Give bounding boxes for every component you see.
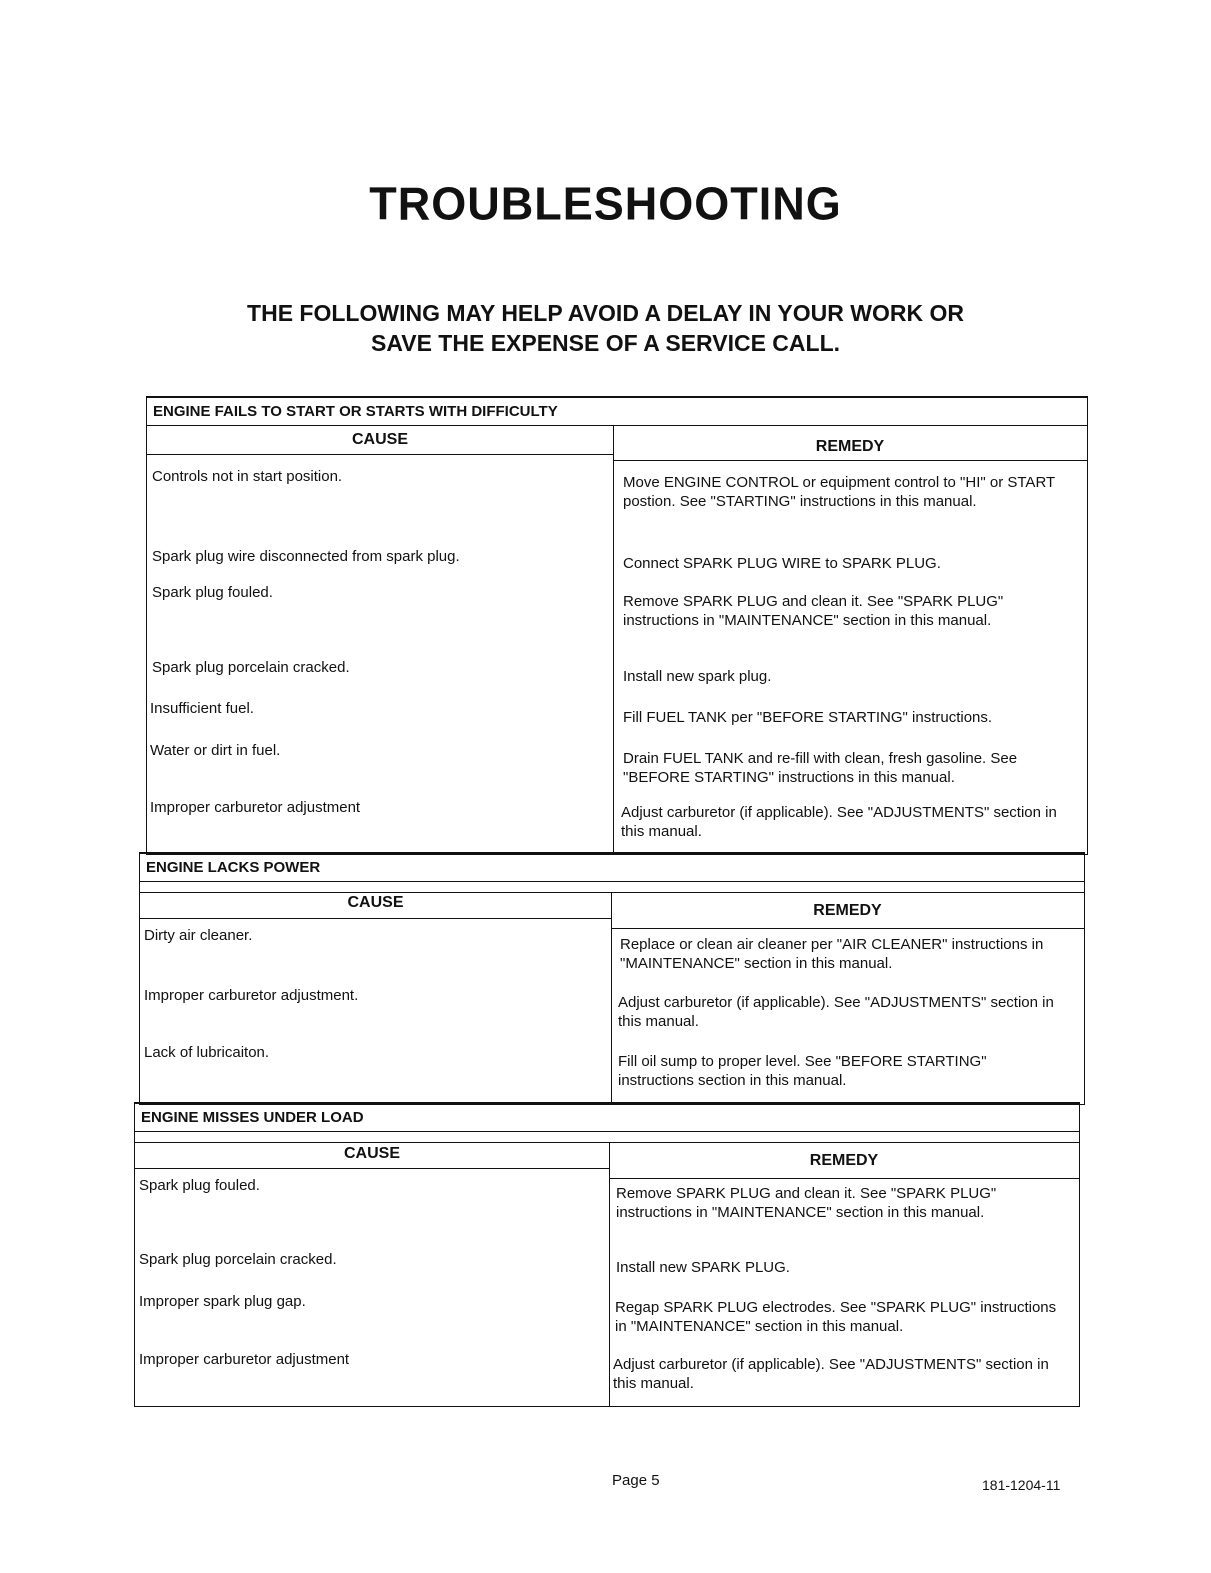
section-lacks-power [139, 852, 1085, 1105]
remedy-cell: Connect SPARK PLUG WIRE to SPARK PLUG. [623, 555, 941, 572]
cause-cell: Spark plug fouled. [139, 1177, 260, 1194]
remedy-cell: Fill FUEL TANK per "BEFORE STARTING" instructions. [623, 709, 993, 726]
remedy-cell: Install new SPARK PLUG. [616, 1259, 790, 1276]
cause-cell: Lack of lubricaiton. [144, 1044, 270, 1061]
remedy-cell: Regap SPARK PLUG electrodes. See "SPARK PLUG" instructions in "MAINTENANCE" section in this manual. [615, 1299, 1057, 1335]
cause-cell: Improper carburetor adjustment [150, 799, 361, 816]
cause-cell: Spark plug porcelain cracked. [152, 659, 350, 676]
cause-cell: Spark plug fouled. [152, 584, 273, 601]
page-number: Page 5 [612, 1472, 660, 1489]
remedy-cell: Adjust carburetor (if applicable). See "ADJUSTMENTS" section in this manual. [621, 804, 1057, 840]
section-fails-to-start [146, 396, 1088, 855]
section-header: ENGINE LACKS POWER [140, 852, 1084, 882]
document-code: 181-1204-11 [982, 1477, 1061, 1493]
page-title: TROUBLESHOOTING [369, 177, 842, 230]
section-header: ENGINE FAILS TO START OR STARTS WITH DIFFICULTY [147, 396, 1087, 426]
remedy-cell: Drain FUEL TANK and re-fill with clean, fresh gasoline. See "BEFORE STARTING" instructions in this manual. [623, 750, 1018, 786]
cause-cell: Spark plug porcelain cracked. [139, 1251, 337, 1268]
cause-column-header: CAUSE [347, 894, 404, 911]
remedy-cell: Move ENGINE CONTROL or equipment control to "HI" or START postion. See "STARTING" instructions in this manual. [623, 474, 1055, 510]
page-subtitle [0, 298, 1211, 358]
cause-cell: Insufficient fuel. [150, 700, 254, 717]
remedy-cell: Fill oil sump to proper level. See "BEFORE STARTING" instructions section in this manual. [618, 1053, 987, 1089]
cause-cell: Improper carburetor adjustment [139, 1351, 350, 1368]
cause-cell: Improper carburetor adjustment. [144, 987, 359, 1004]
remedy-cell: Remove SPARK PLUG and clean it. See "SPARK PLUG" instructions in "MAINTENANCE" section in this manual. [616, 1185, 997, 1221]
remedy-cell: Replace or clean air cleaner per "AIR CLEANER" instructions in "MAINTENANCE" section in this manual. [620, 936, 1044, 972]
cause-cell: Improper spark plug gap. [139, 1293, 306, 1310]
remedy-column-header: REMEDY [809, 1152, 879, 1169]
subtitle-line-1: THE FOLLOWING MAY HELP AVOID A DELAY IN YOUR WORK OR [247, 300, 964, 326]
cause-cell: Controls not in start position. [152, 468, 343, 485]
remedy-cell: Adjust carburetor (if applicable). See "ADJUSTMENTS" section in this manual. [618, 994, 1054, 1030]
cause-cell: Water or dirt in fuel. [150, 742, 281, 759]
remedy-cell: Install new spark plug. [623, 668, 772, 685]
cause-column-header: CAUSE [343, 1145, 400, 1162]
section-header: ENGINE MISSES UNDER LOAD [135, 1102, 1079, 1132]
section-misses-under-load [134, 1102, 1080, 1407]
cause-cell: Spark plug wire disconnected from spark plug. [152, 548, 460, 565]
remedy-cell: Adjust carburetor (if applicable). See "ADJUSTMENTS" section in this manual. [613, 1356, 1049, 1392]
remedy-cell: Remove SPARK PLUG and clean it. See "SPARK PLUG" instructions in "MAINTENANCE" section in this manual. [623, 593, 1004, 629]
subtitle-line-2: SAVE THE EXPENSE OF A SERVICE CALL. [370, 330, 841, 356]
remedy-column-header: REMEDY [815, 438, 885, 455]
remedy-column-header: REMEDY [813, 902, 882, 919]
cause-cell: Dirty air cleaner. [144, 927, 253, 944]
cause-column-header: CAUSE [351, 431, 408, 448]
